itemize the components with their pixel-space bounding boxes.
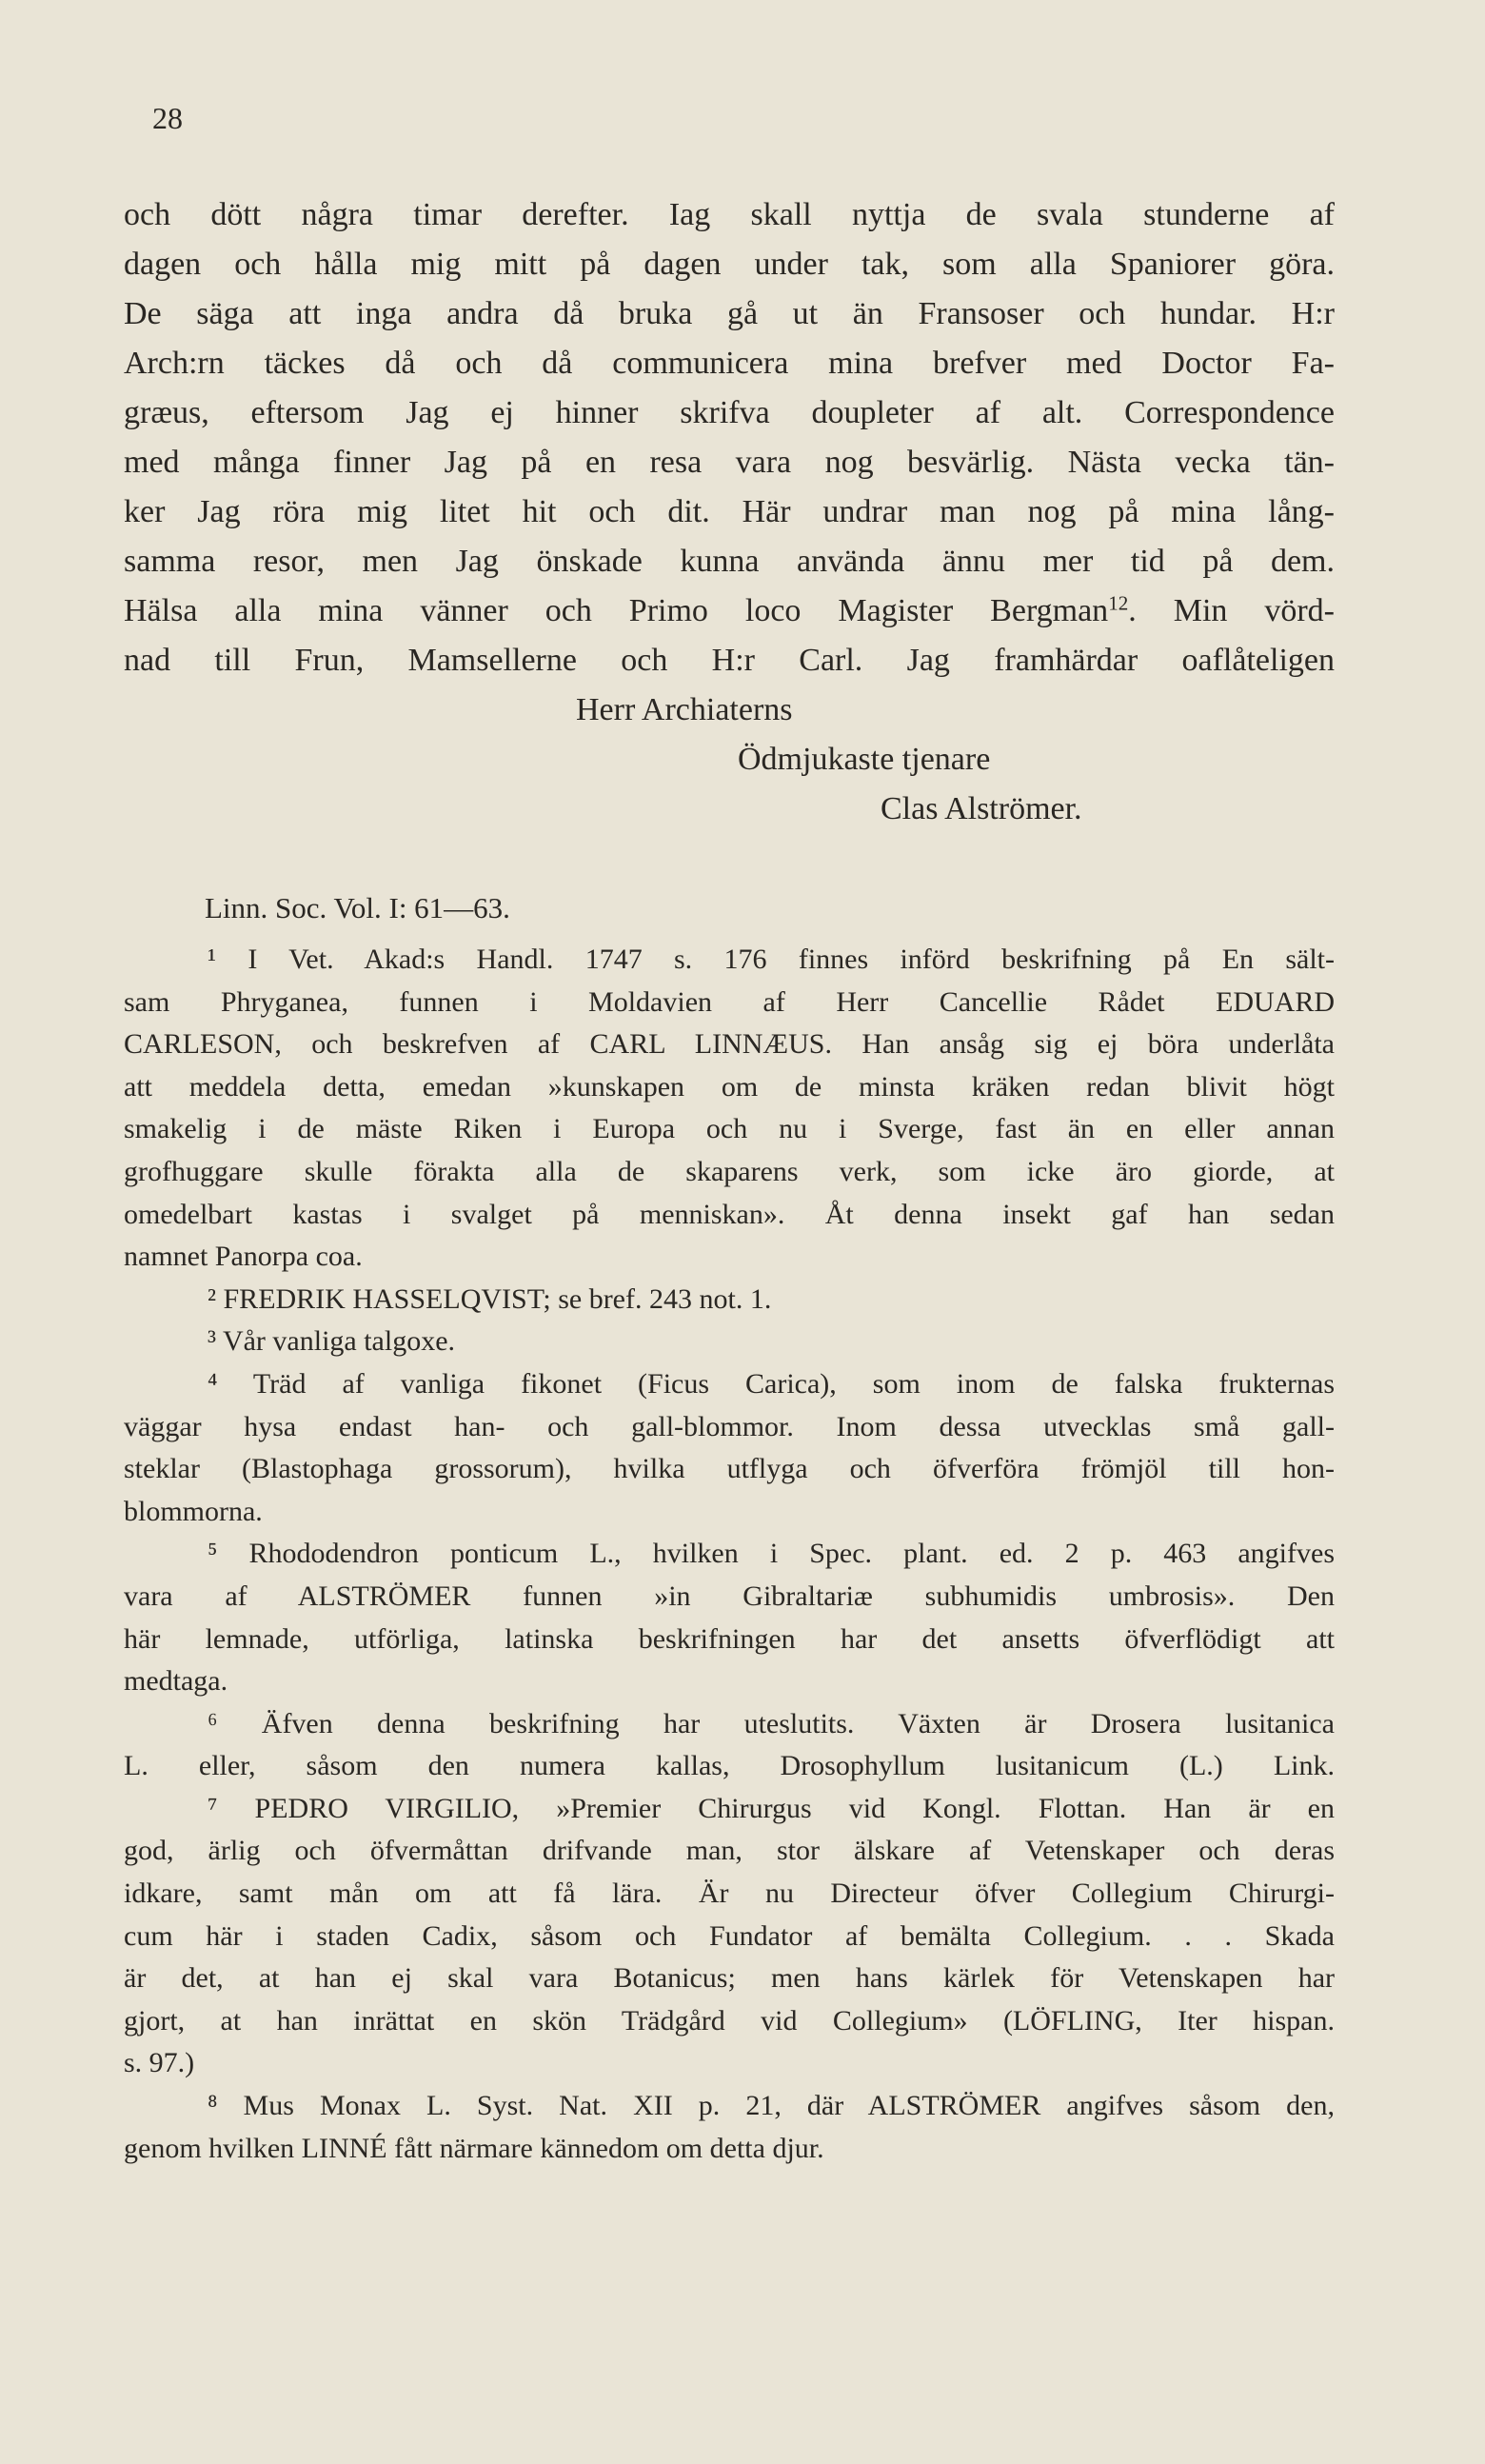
letter-line-text: Hälsa alla mina vänner och Primo loco Magister Bergman (124, 593, 1109, 628)
source-reference: Linn. Soc. Vol. I: 61—63. (205, 891, 510, 924)
footnote-line: ² FREDRIK HASSELQVIST; se bref. 243 not. 1. (208, 1282, 772, 1315)
footnote-line: idkare, samt mån om att få lära. Är nu Directeur öfver Collegium Chirurgi- (124, 1878, 1335, 1910)
letter-line (124, 586, 1335, 636)
footnote-line: vara af ALSTRÖMER funnen »in Gibraltariæ subhumidis umbrosis». Den (124, 1580, 1335, 1612)
footnote-line: cum här i staden Cadix, såsom och Fundator af bemälta Collegium. . . Skada (124, 1919, 1335, 1952)
closing: Ödmjukaste tjenare (738, 742, 991, 777)
letter-line: ker Jag röra mig litet hit och dit. Här undrar man nog på mina lång- (124, 494, 1335, 529)
footnote-line: är det, at han ej skal vara Botanicus; men hans kärlek för Vetenskapen har (124, 1962, 1335, 1995)
letter-line: græus, eftersom Jag ej hinner skrifva doupleter af alt. Correspondence (124, 395, 1335, 430)
footnote-line: ¹ I Vet. Akad:s Handl. 1747 s. 176 finnes införd beskrifning på En sält- (208, 944, 1335, 975)
footnote-line: CARLESON, och beskrefven af CARL LINNÆUS. Han ansåg sig ej böra underlåta (124, 1028, 1335, 1061)
footnotes (124, 939, 1335, 2170)
footnote-line: ⁴ Träd af vanliga fikonet (Ficus Carica), som inom de falska frukternas (208, 1367, 1335, 1400)
page-number: 28 (152, 101, 183, 135)
letter-line: samma resor, men Jag önskade kunna använda ännu mer tid på dem. (124, 544, 1335, 579)
footnote-line: god, ärlig och öfvermåttan drifvande man, stor älskare af Vetenskaper och deras (124, 1835, 1335, 1867)
footnote-line: väggar hysa endast han- och gall-blommor. Inom dessa utvecklas små gall- (124, 1410, 1335, 1442)
footnote-line: genom hvilken LINNÉ fått närmare kännedom om detta djur. (124, 2132, 824, 2164)
footnote-line: blommorna. (124, 1495, 263, 1527)
letter-line-tail: . Min vörd- (1128, 593, 1335, 628)
footnote-line: ⁸ Mus Monax L. Syst. Nat. XII p. 21, där ALSTRÖMER angifves såsom den, (208, 2090, 1335, 2122)
salutation: Herr Archiaterns (576, 692, 793, 727)
footnote-line: L. eller, såsom den numera kallas, Drosophyllum lusitanicum (L.) Link. (124, 1750, 1335, 1782)
footnote-line: här lemnade, utförliga, latinska beskrifningen har det ansetts öfverflödigt att (124, 1622, 1335, 1655)
footnote-line: smakelig i de mäste Riken i Europa och nu i Sverge, fast än en eller annan (124, 1113, 1335, 1145)
letter-line: dagen och hålla mig mitt på dagen under tak, som alla Spaniorer göra. (124, 247, 1335, 282)
footnote-line: ⁷ PEDRO VIRGILIO, »Premier Chirurgus vid Kongl. Flottan. Han är en (208, 1792, 1335, 1824)
footnote-line: ³ Vår vanliga talgoxe. (208, 1325, 456, 1358)
footnote-line: att meddela detta, emedan »kunskapen om de minsta kräken redan blivit högt (124, 1070, 1335, 1103)
footnote-line: sam Phryganea, funnen i Moldavien af Herr Cancellie Rådet EDUARD (124, 985, 1335, 1018)
footnote-line: steklar (Blastophaga grossorum), hvilka utflyga och öfverföra frömjöl till hon- (124, 1453, 1335, 1485)
letter-line: nad till Frun, Mamsellerne och H:r Carl. Jag framhärdar oaflåteligen (124, 643, 1335, 678)
letter-line: Arch:rn täckes då och då communicera mina brefver med Doctor Fa- (124, 346, 1335, 381)
letter-line: De säga att inga andra då bruka gå ut än Fransoser och hundar. H:r (124, 296, 1335, 331)
footnote-line: grofhuggare skulle förakta alla de skaparens verk, som icke äro giorde, at (124, 1155, 1335, 1187)
footnote-line: s. 97.) (124, 2047, 195, 2079)
signature: Clas Alströmer. (881, 791, 1082, 826)
footnote-line: medtaga. (124, 1665, 228, 1698)
footnote-line: gjort, at han inrättat en skön Trädgård vid Collegium» (LÖFLING, Iter hispan. (124, 2004, 1335, 2037)
footnote-reference: 12 (1108, 591, 1129, 615)
footnote-line: ⁶ Äfven denna beskrifning har uteslutits. Växten är Drosera lusitanica (208, 1707, 1335, 1739)
footnote-line: ⁵ Rhododendron ponticum L., hvilken i Spec. plant. ed. 2 p. 463 angifves (208, 1538, 1335, 1570)
letter-line: och dött några timar derefter. Iag skall nyttja de svala stunderne af (124, 197, 1335, 232)
letter-line: med många finner Jag på en resa vara nog besvärlig. Nästa vecka tän- (124, 445, 1335, 480)
letter-body (124, 190, 1335, 834)
footnote-line: namnet Panorpa coa. (124, 1241, 363, 1273)
footnote-line: omedelbart kastas i svalget på menniskan». Åt denna insekt gaf han sedan (124, 1198, 1335, 1230)
